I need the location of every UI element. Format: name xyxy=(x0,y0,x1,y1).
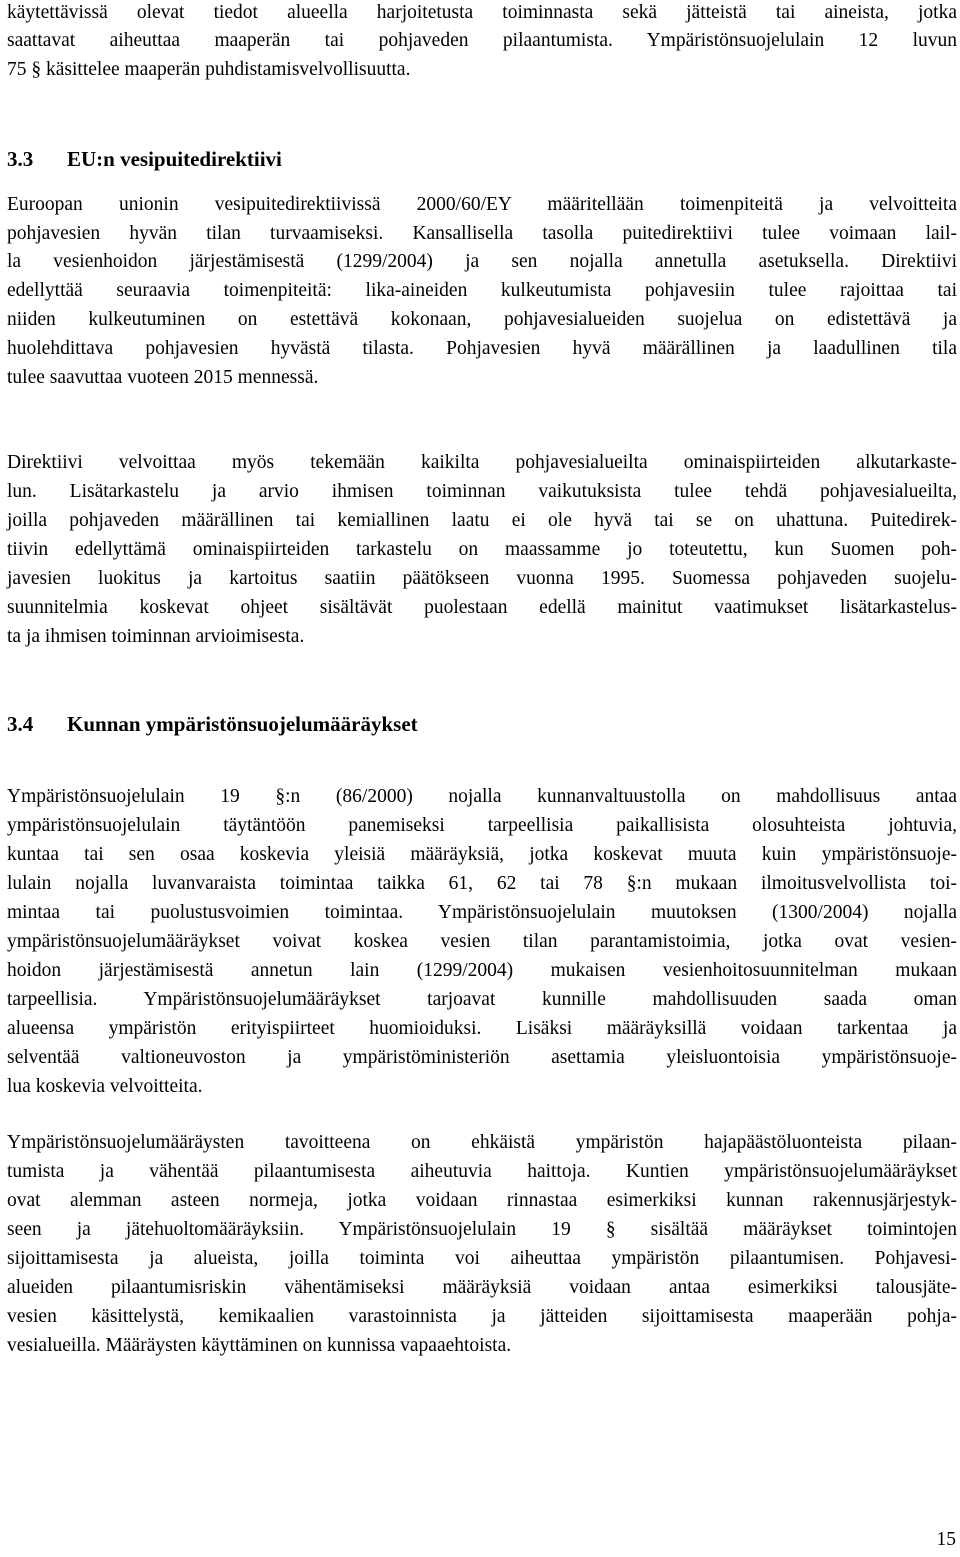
text-line: käytettävissä olevat tiedot alueella harjoitetusta toiminnasta sekä jätteistä tai aineista, jotka xyxy=(7,2,957,23)
text-line: Ympäristönsuojelumääräysten tavoitteena on ehkäistä ympäristön hajapäästöluonteista pilaan- xyxy=(7,1132,957,1153)
text-line: tumista ja vähentää pilaantumisesta aiheutuvia haittoja. Kuntien ympäristönsuojelumääräykset xyxy=(7,1161,957,1182)
text-line: huolehdittava pohjavesien hyvästä tilasta. Pohjavesien hyvä määrällinen ja laadullinen tila xyxy=(7,338,957,359)
section-title: EU:n vesipuitedirektiivi xyxy=(67,147,282,171)
page-number: 15 xyxy=(936,1529,956,1550)
text-line: seen ja jätehuoltomääräyksiin. Ympäristönsuojelulain 19 § sisältää määräykset toimintojen xyxy=(7,1219,957,1240)
section-heading-3-4 xyxy=(7,710,418,739)
text-line: 75 § käsittelee maaperän puhdistamisvelvollisuutta. xyxy=(7,59,411,80)
text-line: tiivin edellyttämä ominaispiirteiden tarkastelu on maassamme jo toteutettu, kun Suomen poh- xyxy=(7,539,957,560)
text-line: tarpeellisia. Ympäristönsuojelumääräykset tarjoavat kunnille mahdollisuuden saada oman xyxy=(7,989,957,1010)
text-line: sijoittamisesta ja alueista, joilla toiminta voi aiheuttaa ympäristön pilaantumisen. Pohjavesi- xyxy=(7,1248,957,1269)
section-number: 3.4 xyxy=(7,712,34,736)
text-line: mintaa tai puolustusvoimien toimintaa. Ympäristönsuojelulain muutoksen (1300/2004) nojalla xyxy=(7,902,957,923)
text-line: Ympäristönsuojelulain 19 §:n (86/2000) nojalla kunnanvaltuustolla on mahdollisuus antaa xyxy=(7,786,957,807)
text-line: Direktiivi velvoittaa myös tekemään kaikilta pohjavesialueilta ominaispiirteiden alkutarkaste- xyxy=(7,452,957,473)
text-line: Euroopan unionin vesipuitedirektiivissä 2000/60/EY määritellään toimenpiteitä ja velvoitteita xyxy=(7,194,957,215)
section-title: Kunnan ympäristönsuojelumääräykset xyxy=(67,712,418,736)
text-line: saattavat aiheuttaa maaperän tai pohjaveden pilaantumista. Ympäristönsuojelulain 12 luvun xyxy=(7,30,957,51)
text-line: vesien käsittelystä, kemikaalien varastoinnista ja jätteiden sijoittamisesta maaperään pohja- xyxy=(7,1306,957,1327)
text-line: lun. Lisätarkastelu ja arvio ihmisen toiminnan vaikutuksista tulee tehdä pohjavesialueilta, xyxy=(7,481,957,502)
text-line: javesien luokitus ja kartoitus saatiin päätökseen vuonna 1995. Suomessa pohjaveden suojelu- xyxy=(7,568,957,589)
text-line: alueiden pilaantumisriskin vähentämiseksi määräyksiä voidaan antaa esimerkiksi talousjäte- xyxy=(7,1277,957,1298)
text-line: niiden kulkeutuminen on estettävä kokonaan, pohjavesialueiden suojelua on edistettävä ja xyxy=(7,309,957,330)
text-line: ovat alemman asteen normeja, jotka voidaan rinnastaa esimerkiksi kunnan rakennusjärjestyk- xyxy=(7,1190,957,1211)
text-line: pohjavesien hyvän tilan turvaamiseksi. Kansallisella tasolla puitedirektiivi tulee voimaan lail- xyxy=(7,223,957,244)
text-line: suunnitelmia koskevat ohjeet sisältävät puolestaan edellä mainitut vaatimukset lisätarkastelus- xyxy=(7,597,957,618)
section-heading-3-3 xyxy=(7,145,282,174)
text-line: lulain nojalla luvanvaraista toimintaa taikka 61, 62 tai 78 §:n mukaan ilmoitusvelvollista toi- xyxy=(7,873,957,894)
text-line: tulee saavuttaa vuoteen 2015 mennessä. xyxy=(7,367,319,388)
text-line: vesialueilla. Määräysten käyttäminen on kunnissa vapaaehtoista. xyxy=(7,1335,512,1356)
text-line: alueensa ympäristön erityispiirteet huomioiduksi. Lisäksi määräyksillä voidaan tarkentaa ja xyxy=(7,1018,957,1039)
text-line: lua koskevia velvoitteita. xyxy=(7,1076,203,1097)
section-number: 3.3 xyxy=(7,147,34,171)
text-line: joilla pohjaveden määrällinen tai kemiallinen laatu ei ole hyvä tai se on uhattuna. Puitedirek- xyxy=(7,510,957,531)
text-line: kuntaa tai sen osaa koskevia yleisiä määräyksiä, jotka koskevat muuta kuin ympäristönsuoje- xyxy=(7,844,957,865)
text-line: la vesienhoidon järjestämisestä (1299/2004) ja sen nojalla annetulla asetuksella. Direktiivi xyxy=(7,251,957,272)
text-line: selventää valtioneuvoston ja ympäristöministeriön asettamia yleisluontoisia ympäristönsuoje- xyxy=(7,1047,957,1068)
text-line: ympäristönsuojelulain täytäntöön panemiseksi tarpeellisia paikallisista olosuhteista johtuvia, xyxy=(7,815,957,836)
text-line: edellyttää seuraavia toimenpiteitä: lika-aineiden kulkeutumista pohjavesiin tulee rajoittaa tai xyxy=(7,280,957,301)
text-line: hoidon järjestämisestä annetun lain (1299/2004) mukaisen vesienhoitosuunnitelman mukaan xyxy=(7,960,957,981)
text-line: ta ja ihmisen toiminnan arvioimisesta. xyxy=(7,626,305,647)
text-line: ympäristönsuojelumääräykset voivat koskea vesien tilan parantamistoimia, jotka ovat vesien- xyxy=(7,931,957,952)
